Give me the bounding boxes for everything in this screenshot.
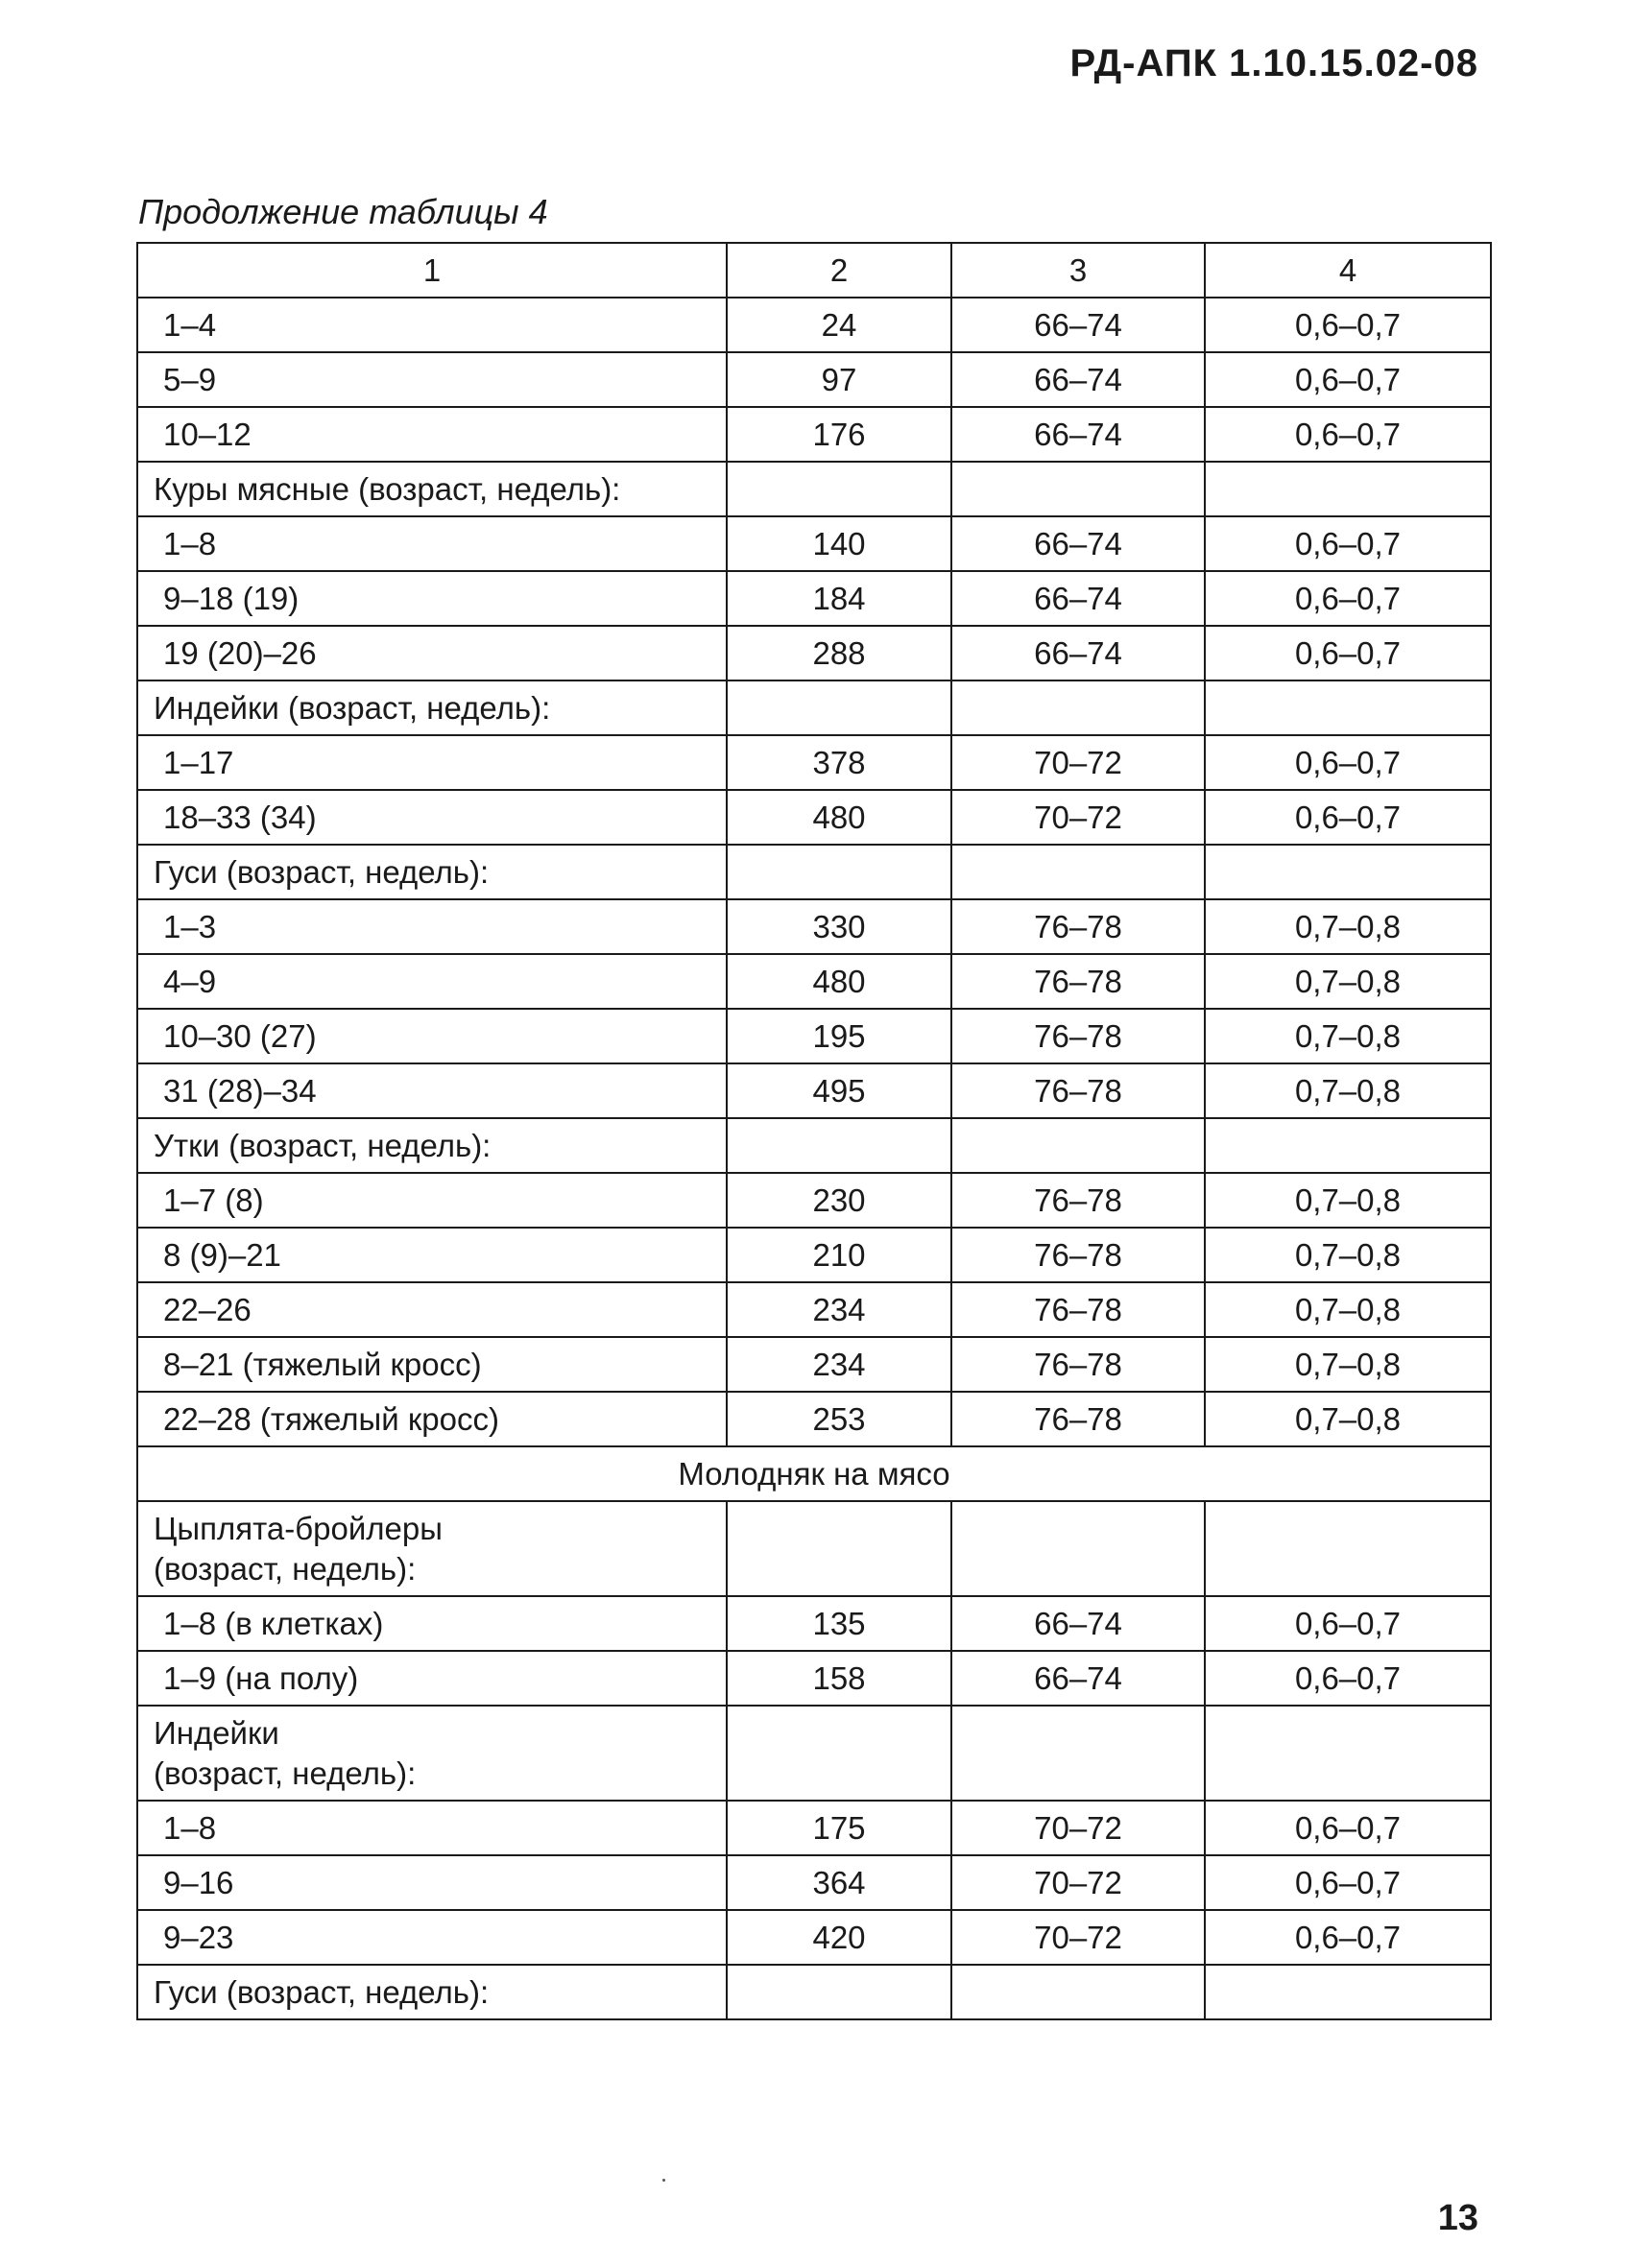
table-cell: 76–78 (951, 1009, 1205, 1063)
table-cell: 66–74 (951, 298, 1205, 352)
table-row (137, 1063, 1491, 1118)
group-row (137, 462, 1491, 516)
table-cell: 495 (727, 1063, 951, 1118)
table-cell: 70–72 (951, 1855, 1205, 1910)
table-cell: 0,7–0,8 (1205, 1282, 1491, 1337)
age-range-cell: 1–8 (в клетках) (137, 1596, 727, 1651)
table-cell (727, 1706, 951, 1801)
table-cell (951, 680, 1205, 735)
group-label-line: (возраст, недель): (154, 1755, 417, 1791)
table-cell: 420 (727, 1910, 951, 1965)
table-cell: 66–74 (951, 571, 1205, 626)
table-row (137, 1651, 1491, 1706)
table-cell: 0,7–0,8 (1205, 1063, 1491, 1118)
table-row (137, 1173, 1491, 1228)
table-cell: 288 (727, 626, 951, 680)
age-range-cell: 1–4 (137, 298, 727, 352)
table-cell: 480 (727, 954, 951, 1009)
group-label: Утки (возраст, недель): (137, 1118, 727, 1173)
group-label-line: (возраст, недель): (154, 1550, 417, 1587)
age-range-cell: 9–23 (137, 1910, 727, 1965)
age-range-cell: 1–8 (137, 516, 727, 571)
table-cell: 66–74 (951, 516, 1205, 571)
column-header: 1 (137, 243, 727, 298)
table-cell: 0,7–0,8 (1205, 899, 1491, 954)
table-cell: 0,6–0,7 (1205, 407, 1491, 462)
age-range-cell: 1–7 (8) (137, 1173, 727, 1228)
table-cell (1205, 1706, 1491, 1801)
table-cell: 76–78 (951, 1337, 1205, 1392)
table-cell: 0,6–0,7 (1205, 298, 1491, 352)
table-row (137, 626, 1491, 680)
age-range-cell: 4–9 (137, 954, 727, 1009)
table-cell (1205, 1118, 1491, 1173)
table-row (137, 516, 1491, 571)
table-row (137, 790, 1491, 845)
table-cell: 0,6–0,7 (1205, 516, 1491, 571)
table-cell: 0,6–0,7 (1205, 1855, 1491, 1910)
table-cell: 234 (727, 1282, 951, 1337)
table-row (137, 1801, 1491, 1855)
table-cell: 195 (727, 1009, 951, 1063)
table-cell: 76–78 (951, 954, 1205, 1009)
table-cell: 0,7–0,8 (1205, 1009, 1491, 1063)
table-cell (727, 845, 951, 899)
table-cell: 364 (727, 1855, 951, 1910)
table-cell: 66–74 (951, 407, 1205, 462)
table-cell: 184 (727, 571, 951, 626)
table-cell (727, 1118, 951, 1173)
table-cell: 0,6–0,7 (1205, 626, 1491, 680)
age-range-cell: 31 (28)–34 (137, 1063, 727, 1118)
table-cell: 378 (727, 735, 951, 790)
age-range-cell: 10–12 (137, 407, 727, 462)
table-cell (1205, 462, 1491, 516)
table-cell: 70–72 (951, 1801, 1205, 1855)
table-row (137, 571, 1491, 626)
table-row (137, 735, 1491, 790)
table-cell: 0,7–0,8 (1205, 1392, 1491, 1446)
table-cell: 0,6–0,7 (1205, 1801, 1491, 1855)
table-cell: 0,7–0,8 (1205, 1228, 1491, 1282)
table-cell: 135 (727, 1596, 951, 1651)
table-row (137, 1228, 1491, 1282)
table-row (137, 1337, 1491, 1392)
table-cell: 0,6–0,7 (1205, 1651, 1491, 1706)
table-cell: 66–74 (951, 352, 1205, 407)
age-range-cell: 9–18 (19) (137, 571, 727, 626)
table-cell: 230 (727, 1173, 951, 1228)
table-cell: 76–78 (951, 1228, 1205, 1282)
table-cell (1205, 1501, 1491, 1596)
table-row (137, 1392, 1491, 1446)
group-label: Индейки (возраст, недель): (137, 680, 727, 735)
table-cell: 0,7–0,8 (1205, 1337, 1491, 1392)
table-cell (727, 1501, 951, 1596)
table-cell: 70–72 (951, 735, 1205, 790)
data-table (136, 242, 1492, 2020)
table-cell (1205, 680, 1491, 735)
age-range-cell: 22–26 (137, 1282, 727, 1337)
table-cell: 158 (727, 1651, 951, 1706)
group-label (137, 1706, 727, 1801)
table-cell: 97 (727, 352, 951, 407)
table-cell (1205, 1965, 1491, 2019)
group-row (137, 845, 1491, 899)
column-header: 2 (727, 243, 951, 298)
table-cell: 24 (727, 298, 951, 352)
document-code: РД-АПК 1.10.15.02-08 (1069, 42, 1478, 84)
table-row (137, 407, 1491, 462)
table-cell: 0,6–0,7 (1205, 735, 1491, 790)
table-cell (1205, 845, 1491, 899)
table-cell: 0,6–0,7 (1205, 790, 1491, 845)
table-cell: 70–72 (951, 1910, 1205, 1965)
table-row (137, 954, 1491, 1009)
table-cell: 0,6–0,7 (1205, 1596, 1491, 1651)
age-range-cell: 22–28 (тяжелый кросс) (137, 1392, 727, 1446)
table-row (137, 1910, 1491, 1965)
table-cell: 66–74 (951, 626, 1205, 680)
table-cell: 76–78 (951, 1063, 1205, 1118)
table-row (137, 1282, 1491, 1337)
table-cell: 0,6–0,7 (1205, 1910, 1491, 1965)
table-cell: 175 (727, 1801, 951, 1855)
age-range-cell: 1–8 (137, 1801, 727, 1855)
table-cell: 66–74 (951, 1651, 1205, 1706)
age-range-cell: 10–30 (27) (137, 1009, 727, 1063)
section-row (137, 1446, 1491, 1501)
table-cell (727, 1965, 951, 2019)
table-cell: 0,6–0,7 (1205, 352, 1491, 407)
table-cell: 0,7–0,8 (1205, 954, 1491, 1009)
table-row (137, 899, 1491, 954)
table-cell: 66–74 (951, 1596, 1205, 1651)
age-range-cell: 8 (9)–21 (137, 1228, 727, 1282)
group-label-line: Индейки (154, 1715, 279, 1752)
table-cell: 210 (727, 1228, 951, 1282)
table-cell: 0,7–0,8 (1205, 1173, 1491, 1228)
table-caption: Продолжение таблицы 4 (138, 192, 548, 231)
table-cell: 480 (727, 790, 951, 845)
column-header: 4 (1205, 243, 1491, 298)
table-cell: 234 (727, 1337, 951, 1392)
table-cell: 76–78 (951, 1392, 1205, 1446)
table-row (137, 1009, 1491, 1063)
age-range-cell: 1–17 (137, 735, 727, 790)
group-row (137, 1706, 1491, 1801)
table-row (137, 1596, 1491, 1651)
column-header: 3 (951, 243, 1205, 298)
table-row (137, 1855, 1491, 1910)
age-range-cell: 8–21 (тяжелый кросс) (137, 1337, 727, 1392)
table-cell (951, 1706, 1205, 1801)
table-cell: 140 (727, 516, 951, 571)
group-row (137, 1965, 1491, 2019)
age-range-cell: 18–33 (34) (137, 790, 727, 845)
table-cell: 0,6–0,7 (1205, 571, 1491, 626)
table-cell: 76–78 (951, 1173, 1205, 1228)
table-cell: 76–78 (951, 1282, 1205, 1337)
group-label-line: Цыплята-бройлеры (154, 1511, 443, 1547)
table-cell: 70–72 (951, 790, 1205, 845)
table-header-row (137, 243, 1491, 298)
age-range-cell: 19 (20)–26 (137, 626, 727, 680)
group-label: Гуси (возраст, недель): (137, 1965, 727, 2019)
age-range-cell: 5–9 (137, 352, 727, 407)
table-cell (951, 1501, 1205, 1596)
table-row (137, 298, 1491, 352)
group-label (137, 1501, 727, 1596)
group-row (137, 1118, 1491, 1173)
section-title: Молодняк на мясо (137, 1446, 1491, 1501)
group-row (137, 680, 1491, 735)
table-cell (727, 680, 951, 735)
table-cell (951, 462, 1205, 516)
page-number: 13 (1437, 2198, 1478, 2238)
table-cell: 76–78 (951, 899, 1205, 954)
group-label: Гуси (возраст, недель): (137, 845, 727, 899)
table-cell: 176 (727, 407, 951, 462)
age-range-cell: 1–9 (на полу) (137, 1651, 727, 1706)
table-cell (727, 462, 951, 516)
table-cell (951, 1965, 1205, 2019)
age-range-cell: 1–3 (137, 899, 727, 954)
table-cell (951, 1118, 1205, 1173)
table-cell (951, 845, 1205, 899)
scan-speck (662, 2179, 665, 2182)
group-row (137, 1501, 1491, 1596)
table-cell: 330 (727, 899, 951, 954)
group-label: Куры мясные (возраст, недель): (137, 462, 727, 516)
table-body (137, 243, 1491, 2019)
table-row (137, 352, 1491, 407)
table-cell: 253 (727, 1392, 951, 1446)
age-range-cell: 9–16 (137, 1855, 727, 1910)
